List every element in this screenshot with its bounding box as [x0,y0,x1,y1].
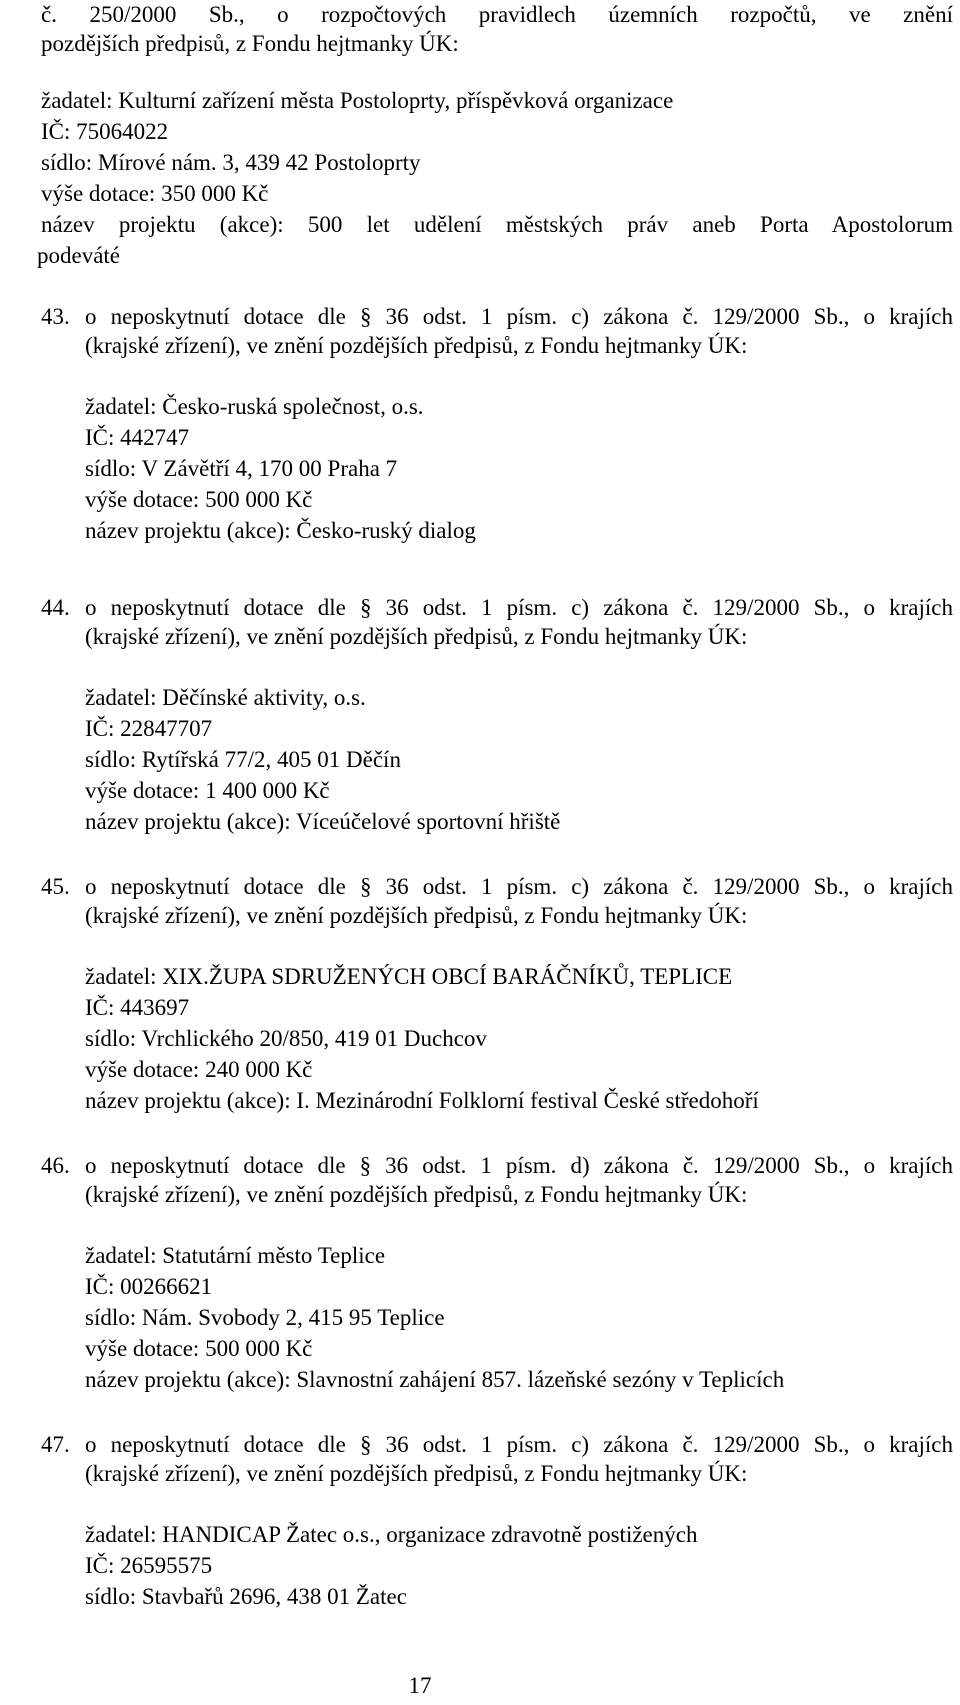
item-vyse: výše dotace: 500 000 Kč [85,1335,313,1361]
resolution-item-43 [41,303,953,548]
item-heading [85,1431,953,1489]
intro-line-2: pozdějších předpisů, z Fondu hejtmanky ÚK: [41,30,459,56]
item-details [85,393,953,548]
item-number: 44. [41,595,70,620]
item-sidlo: sídlo: V Závětří 4, 170 00 Praha 7 [85,455,398,481]
item-projekt: název projektu (akce): Víceúčelové sportovní hřiště [85,808,561,834]
item-heading-line-2: (krajské zřízení), ve znění pozdějších předpisů, z Fondu hejtmanky ÚK: [85,902,748,928]
item-zadatel: žadatel: Děčínské aktivity, o.s. [85,684,366,710]
item-details [85,963,953,1118]
item-projekt: název projektu (akce): Česko-ruský dialog [85,517,476,543]
item-heading-line-2: (krajské zřízení), ve znění pozdějších předpisů, z Fondu hejtmanky ÚK: [85,332,748,358]
item-ic: IČ: 26595575 [85,1552,213,1578]
item-heading [85,303,953,361]
item-zadatel: žadatel: Statutární město Teplice [85,1242,386,1268]
item-sidlo: sídlo: Rytířská 77/2, 405 01 Děčín [85,746,401,772]
item-ic: IČ: 00266621 [85,1273,213,1299]
item-number: 46. [41,1153,70,1178]
item-number: 43. [41,304,70,329]
item-vyse: výše dotace: 1 400 000 Kč [85,777,330,803]
item-heading-line-1: o neposkytnutí dotace dle § 36 odst. 1 písm. c) zákona č. 129/2000 Sb., o krajích [85,1432,953,1457]
item-heading-line-1: o neposkytnutí dotace dle § 36 odst. 1 písm. d) zákona č. 129/2000 Sb., o krajích [85,1153,953,1178]
intro-zadatel: žadatel: Kulturní zařízení města Postoloprty, příspěvková organizace [41,88,674,113]
intro-line-1: č. 250/2000 Sb., o rozpočtových pravidlech územních rozpočtů, ve znění [41,2,953,27]
item-details [85,684,953,839]
item-zadatel: žadatel: XIX.ŽUPA SDRUŽENÝCH OBCÍ BARÁČNÍKŮ, TEPLICE [85,963,733,989]
item-heading-line-1: o neposkytnutí dotace dle § 36 odst. 1 písm. c) zákona č. 129/2000 Sb., o krajích [85,874,953,899]
resolution-item-44 [41,594,953,839]
resolution-item-47 [41,1431,953,1614]
item-sidlo: sídlo: Stavbařů 2696, 438 01 Žatec [85,1583,407,1609]
item-heading-line-2: (krajské zřízení), ve znění pozdějších předpisů, z Fondu hejtmanky ÚK: [85,1460,748,1486]
intro-details [37,87,953,273]
resolution-item-45 [41,873,953,1118]
item-sidlo: sídlo: Vrchlického 20/850, 419 01 Duchcov [85,1025,487,1051]
item-vyse: výše dotace: 500 000 Kč [85,486,313,512]
item-heading [85,873,953,931]
item-zadatel: žadatel: Česko-ruská společnost, o.s. [85,393,424,419]
page-number: 17 [408,1673,432,1698]
item-sidlo: sídlo: Nám. Svobody 2, 415 95 Teplice [85,1304,445,1330]
item-number: 47. [41,1432,70,1457]
item-heading-line-1: o neposkytnutí dotace dle § 36 odst. 1 písm. c) zákona č. 129/2000 Sb., o krajích [85,595,953,620]
item-ic: IČ: 443697 [85,994,190,1020]
item-projekt: název projektu (akce): I. Mezinárodní Folklorní festival České středohoří [85,1087,759,1113]
item-ic: IČ: 22847707 [85,715,213,741]
item-heading [85,1152,953,1210]
item-number: 45. [41,874,70,899]
intro-ic: IČ: 75064022 [41,119,169,144]
item-heading-line-2: (krajské zřízení), ve znění pozdějších předpisů, z Fondu hejtmanky ÚK: [85,623,748,649]
item-heading [85,594,953,652]
intro-projekt-line-1: název projektu (akce): 500 let udělení městských práv aneb Porta Apostolorum [41,212,953,237]
intro-vyse: výše dotace: 350 000 Kč [41,181,269,206]
intro-projekt-line-2: podeváté [37,243,121,268]
item-vyse: výše dotace: 240 000 Kč [85,1056,313,1082]
item-heading-line-1: o neposkytnutí dotace dle § 36 odst. 1 písm. c) zákona č. 129/2000 Sb., o krajích [85,304,953,329]
intro-sidlo: sídlo: Mírové nám. 3, 439 42 Postoloprty [41,150,421,175]
item-ic: IČ: 442747 [85,424,190,450]
item-details [85,1521,953,1614]
item-zadatel: žadatel: HANDICAP Žatec o.s., organizace zdravotně postižených [85,1521,698,1547]
item-projekt: název projektu (akce): Slavnostní zahájení 857. lázeňské sezóny v Teplicích [85,1366,785,1392]
item-heading-line-2: (krajské zřízení), ve znění pozdějších předpisů, z Fondu hejtmanky ÚK: [85,1181,748,1207]
resolution-item-46 [41,1152,953,1397]
item-details [85,1242,953,1397]
intro-section [41,1,953,59]
